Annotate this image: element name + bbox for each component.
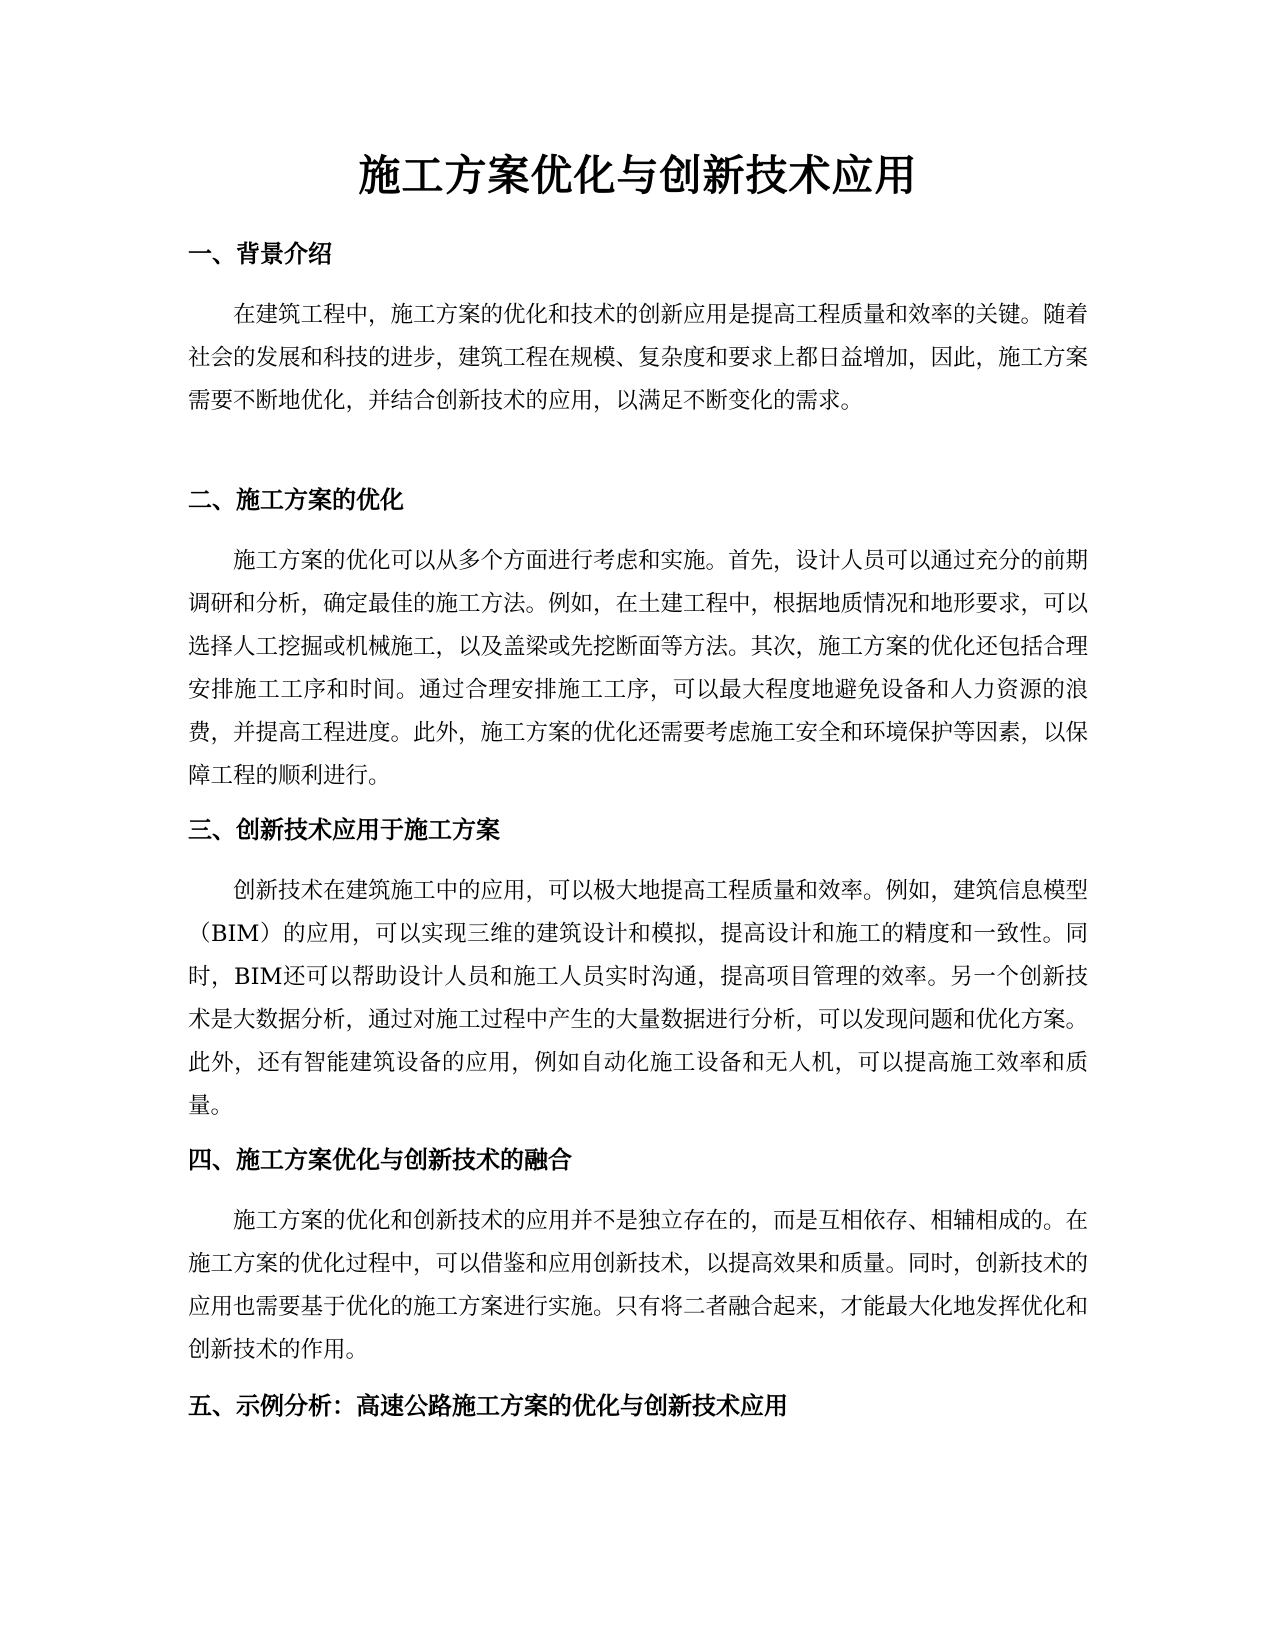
section-heading: 一、背景介绍	[188, 240, 332, 268]
section-heading: 四、施工方案优化与创新技术的融合	[188, 1146, 572, 1174]
section-integration	[188, 1142, 1088, 1372]
section-example	[188, 1388, 1088, 1424]
document-title: 施工方案优化与创新技术应用	[358, 151, 918, 200]
document-page	[188, 0, 1088, 1650]
section-heading: 二、施工方案的优化	[188, 486, 404, 514]
section-paragraph: 创新技术在建筑施工中的应用，可以极大地提高工程质量和效率。例如，建筑信息模型（BIM）的应用，可以实现三维的建筑设计和模拟，提高设计和施工的精度和一致性。同时，BIM还可以帮助设计人员和施工人员实时沟通，提高项目管理的效率。另一个创新技术是大数据分析，通过对施工过程中产生的大量数据进行分析，可以发现问题和优化方案。此外，还有智能建筑设备的应用，例如自动化施工设备和无人机，可以提高施工效率和质量。	[188, 878, 1089, 1119]
section-paragraph: 施工方案的优化和创新技术的应用并不是独立存在的，而是互相依存、相辅相成的。在施工方案的优化过程中，可以借鉴和应用创新技术，以提高效果和质量。同时，创新技术的应用也需要基于优化的施工方案进行实施。只有将二者融合起来，才能最大化地发挥优化和创新技术的作用。	[188, 1208, 1089, 1363]
section-optimization	[188, 482, 1088, 798]
section-paragraph: 在建筑工程中，施工方案的优化和技术的创新应用是提高工程质量和效率的关键。随着社会的发展和科技的进步，建筑工程在规模、复杂度和要求上都日益增加，因此，施工方案需要不断地优化，并结合创新技术的应用，以满足不断变化的需求。	[188, 302, 1089, 414]
section-heading: 五、示例分析：高速公路施工方案的优化与创新技术应用	[188, 1392, 788, 1420]
section-paragraph: 施工方案的优化可以从多个方面进行考虑和实施。首先，设计人员可以通过充分的前期调研和分析，确定最佳的施工方法。例如，在土建工程中，根据地质情况和地形要求，可以选择人工挖掘或机械施工，以及盖梁或先挖断面等方法。其次，施工方案的优化还包括合理安排施工工序和时间。通过合理安排施工工序，可以最大程度地避免设备和人力资源的浪费，并提高工程进度。此外，施工方案的优化还需要考虑施工安全和环境保护等因素，以保障工程的顺利进行。	[188, 548, 1089, 789]
section-background	[188, 236, 1088, 423]
section-heading: 三、创新技术应用于施工方案	[188, 816, 500, 844]
section-innovation	[188, 812, 1088, 1128]
